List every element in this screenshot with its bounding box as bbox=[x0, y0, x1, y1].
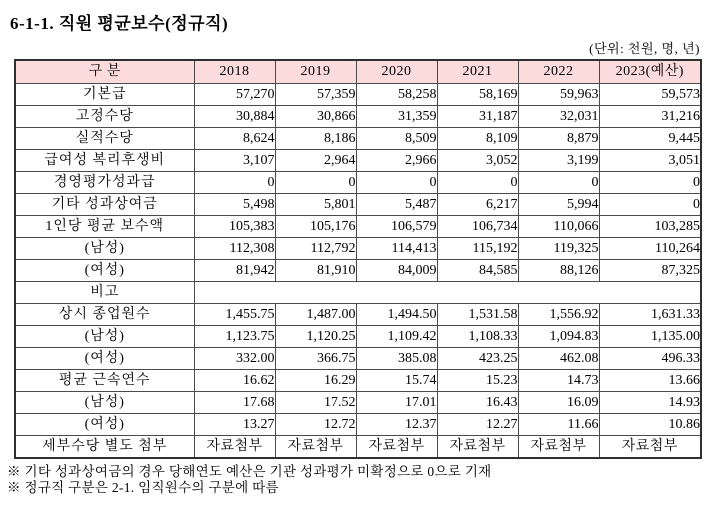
table-cell: 8,624 bbox=[194, 128, 275, 150]
table-cell: 110,066 bbox=[518, 216, 599, 238]
table-cell: 2,966 bbox=[356, 150, 437, 172]
table-cell: 332.00 bbox=[194, 348, 275, 370]
table-row bbox=[15, 260, 701, 282]
table-cell: 자료첨부 bbox=[275, 436, 356, 459]
table-row bbox=[15, 348, 701, 370]
table-cell: 0 bbox=[275, 172, 356, 194]
table-cell: 1,108.33 bbox=[437, 326, 518, 348]
column-header-2018: 2018 bbox=[194, 60, 275, 84]
table-row bbox=[15, 326, 701, 348]
table-cell: 31,216 bbox=[599, 106, 701, 128]
table-cell: 13.27 bbox=[194, 414, 275, 436]
row-label: (여성) bbox=[15, 260, 194, 282]
table-cell: 366.75 bbox=[275, 348, 356, 370]
table-cell: 58,258 bbox=[356, 84, 437, 106]
table-cell: 103,285 bbox=[599, 216, 701, 238]
table-cell: 3,051 bbox=[599, 150, 701, 172]
row-label: (여성) bbox=[15, 348, 194, 370]
table-cell: 13.66 bbox=[599, 370, 701, 392]
row-label: 상시 종업원수 bbox=[15, 304, 194, 326]
table-cell: 57,359 bbox=[275, 84, 356, 106]
table-row bbox=[15, 128, 701, 150]
table-cell: 9,445 bbox=[599, 128, 701, 150]
row-label: 급여성 복리후생비 bbox=[15, 150, 194, 172]
table-cell: 12.72 bbox=[275, 414, 356, 436]
footnote-2: ※ 정규직 구분은 2-1. 임직원수의 구분에 따름 bbox=[7, 479, 279, 495]
table-cell: 17.01 bbox=[356, 392, 437, 414]
table-row bbox=[15, 282, 701, 304]
row-label: 경영평가성과급 bbox=[15, 172, 194, 194]
row-label: (남성) bbox=[15, 326, 194, 348]
table-cell: 8,186 bbox=[275, 128, 356, 150]
table-cell: 자료첨부 bbox=[356, 436, 437, 459]
table-cell: 31,187 bbox=[437, 106, 518, 128]
table-cell: 15.23 bbox=[437, 370, 518, 392]
table-cell: 0 bbox=[356, 172, 437, 194]
table-row bbox=[15, 436, 701, 459]
table-cell: 1,455.75 bbox=[194, 304, 275, 326]
merged-empty-cell bbox=[194, 282, 701, 304]
table-cell: 58,169 bbox=[437, 84, 518, 106]
table-row bbox=[15, 304, 701, 326]
table-cell: 57,270 bbox=[194, 84, 275, 106]
table-cell: 106,734 bbox=[437, 216, 518, 238]
table-cell: 32,031 bbox=[518, 106, 599, 128]
column-header-2022: 2022 bbox=[518, 60, 599, 84]
table-cell: 자료첨부 bbox=[518, 436, 599, 459]
table-row bbox=[15, 194, 701, 216]
table-cell: 3,199 bbox=[518, 150, 599, 172]
document-page bbox=[0, 9, 709, 507]
row-label: 기본급 bbox=[15, 84, 194, 106]
table-cell: 112,792 bbox=[275, 238, 356, 260]
table-cell: 8,109 bbox=[437, 128, 518, 150]
table-cell: 0 bbox=[599, 172, 701, 194]
table-cell: 12.37 bbox=[356, 414, 437, 436]
table-cell: 81,910 bbox=[275, 260, 356, 282]
table-cell: 1,120.25 bbox=[275, 326, 356, 348]
row-label: (남성) bbox=[15, 392, 194, 414]
table-header bbox=[15, 60, 701, 84]
table-cell: 88,126 bbox=[518, 260, 599, 282]
table-cell: 1,135.00 bbox=[599, 326, 701, 348]
table-cell: 자료첨부 bbox=[599, 436, 701, 459]
table-cell: 0 bbox=[599, 194, 701, 216]
table-cell: 17.68 bbox=[194, 392, 275, 414]
table-cell: 15.74 bbox=[356, 370, 437, 392]
table-cell: 2,964 bbox=[275, 150, 356, 172]
table-cell: 11.66 bbox=[518, 414, 599, 436]
table-cell: 5,801 bbox=[275, 194, 356, 216]
table-cell: 31,359 bbox=[356, 106, 437, 128]
table-row bbox=[15, 106, 701, 128]
column-header-2023-budget: 2023(예산) bbox=[599, 60, 701, 84]
compensation-table bbox=[14, 59, 702, 459]
table-cell: 10.86 bbox=[599, 414, 701, 436]
table-cell: 1,109.42 bbox=[356, 326, 437, 348]
table-cell: 112,308 bbox=[194, 238, 275, 260]
column-header-2021: 2021 bbox=[437, 60, 518, 84]
footnotes bbox=[7, 464, 709, 496]
unit-note: (단위: 천원, 명, 년) bbox=[589, 41, 700, 56]
table-cell: 16.09 bbox=[518, 392, 599, 414]
table-cell: 8,879 bbox=[518, 128, 599, 150]
row-label: (여성) bbox=[15, 414, 194, 436]
table-cell: 1,094.83 bbox=[518, 326, 599, 348]
table-cell: 0 bbox=[518, 172, 599, 194]
table-cell: 59,573 bbox=[599, 84, 701, 106]
table-cell: 자료첨부 bbox=[194, 436, 275, 459]
table-cell: 462.08 bbox=[518, 348, 599, 370]
table-cell: 87,325 bbox=[599, 260, 701, 282]
table-cell: 119,325 bbox=[518, 238, 599, 260]
table-cell: 84,009 bbox=[356, 260, 437, 282]
table-cell: 110,264 bbox=[599, 238, 701, 260]
table-cell: 496.33 bbox=[599, 348, 701, 370]
table-row bbox=[15, 84, 701, 106]
table-cell: 114,413 bbox=[356, 238, 437, 260]
table-cell: 자료첨부 bbox=[437, 436, 518, 459]
table-row bbox=[15, 370, 701, 392]
table-cell: 12.27 bbox=[437, 414, 518, 436]
row-label: 고정수당 bbox=[15, 106, 194, 128]
table-cell: 16.29 bbox=[275, 370, 356, 392]
column-header-category: 구 분 bbox=[15, 60, 194, 84]
table-cell: 3,107 bbox=[194, 150, 275, 172]
table-cell: 115,192 bbox=[437, 238, 518, 260]
footnote-1: ※ 기타 성과상여금의 경우 당해연도 예산은 기관 성과평가 미확정으로 0으로 기재 bbox=[7, 464, 492, 479]
table-cell: 5,498 bbox=[194, 194, 275, 216]
row-label: 기타 성과상여금 bbox=[15, 194, 194, 216]
table-cell: 14.93 bbox=[599, 392, 701, 414]
table-row bbox=[15, 172, 701, 194]
table-cell: 0 bbox=[194, 172, 275, 194]
table-cell: 106,579 bbox=[356, 216, 437, 238]
table-row bbox=[15, 150, 701, 172]
table-cell: 3,052 bbox=[437, 150, 518, 172]
row-label: 비고 bbox=[15, 282, 194, 304]
table-cell: 30,884 bbox=[194, 106, 275, 128]
table-cell: 1,556.92 bbox=[518, 304, 599, 326]
header-row bbox=[15, 60, 701, 84]
table-cell: 1,494.50 bbox=[356, 304, 437, 326]
row-label: 1인당 평균 보수액 bbox=[15, 216, 194, 238]
table-cell: 81,942 bbox=[194, 260, 275, 282]
table-cell: 30,866 bbox=[275, 106, 356, 128]
table-row bbox=[15, 216, 701, 238]
page-title: 6-1-1. 직원 평균보수(정규직) bbox=[10, 14, 229, 33]
table-cell: 1,123.75 bbox=[194, 326, 275, 348]
table-cell: 8,509 bbox=[356, 128, 437, 150]
table-cell: 16.62 bbox=[194, 370, 275, 392]
table-cell: 105,383 bbox=[194, 216, 275, 238]
row-label: 세부수당 별도 첨부 bbox=[15, 436, 194, 459]
row-label: 평균 근속연수 bbox=[15, 370, 194, 392]
table-cell: 6,217 bbox=[437, 194, 518, 216]
table-cell: 0 bbox=[437, 172, 518, 194]
table-cell: 1,487.00 bbox=[275, 304, 356, 326]
table-cell: 1,531.58 bbox=[437, 304, 518, 326]
table-cell: 5,994 bbox=[518, 194, 599, 216]
table-row bbox=[15, 414, 701, 436]
column-header-2020: 2020 bbox=[356, 60, 437, 84]
table-cell: 385.08 bbox=[356, 348, 437, 370]
table-cell: 105,176 bbox=[275, 216, 356, 238]
table-cell: 1,631.33 bbox=[599, 304, 701, 326]
row-label: 실적수당 bbox=[15, 128, 194, 150]
table-cell: 59,963 bbox=[518, 84, 599, 106]
table-cell: 5,487 bbox=[356, 194, 437, 216]
table-cell: 14.73 bbox=[518, 370, 599, 392]
column-header-2019: 2019 bbox=[275, 60, 356, 84]
table-row bbox=[15, 238, 701, 260]
table-row bbox=[15, 392, 701, 414]
table-cell: 423.25 bbox=[437, 348, 518, 370]
row-label: (남성) bbox=[15, 238, 194, 260]
table-cell: 84,585 bbox=[437, 260, 518, 282]
table-cell: 17.52 bbox=[275, 392, 356, 414]
table-body bbox=[15, 84, 701, 459]
table-cell: 16.43 bbox=[437, 392, 518, 414]
